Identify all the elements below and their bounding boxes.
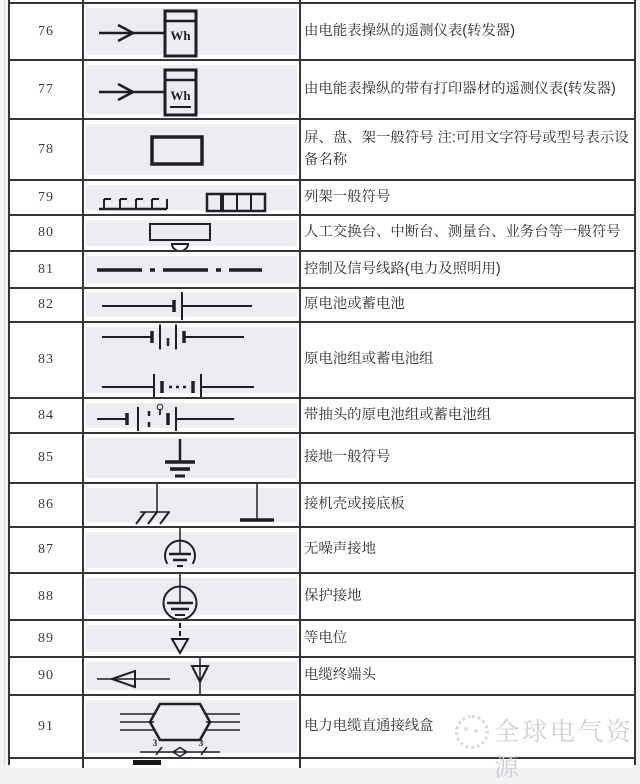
description-text: 由电能表操纵的遥测仪表(转发器)	[304, 22, 516, 39]
symbol-cell	[84, 61, 301, 118]
row-number: 84	[10, 399, 84, 432]
row-number: 82	[10, 289, 84, 321]
description-text: 接地一般符号	[304, 449, 391, 466]
control-signal-line-symbol	[84, 252, 299, 289]
table-row	[10, 434, 634, 484]
description-text: 无噪声接地	[304, 541, 376, 558]
row-description	[301, 323, 634, 397]
description-text: 接机壳或接底板	[304, 496, 405, 513]
watermark-text: 全球电气资源	[494, 718, 635, 782]
description-text: 保护接地	[304, 587, 362, 604]
row-description	[301, 120, 634, 179]
table-row	[10, 484, 634, 528]
symbol-cell	[84, 289, 301, 321]
battery-group-with-tap-symbol	[84, 399, 299, 434]
battery-cell-symbol	[84, 289, 299, 323]
row-description	[301, 61, 634, 118]
svg-text:Wh: Wh	[170, 28, 191, 43]
row-description	[301, 528, 634, 572]
row-description	[301, 621, 634, 656]
description-text: 等电位	[304, 629, 348, 646]
watermark-logo-icon	[455, 715, 489, 749]
symbol-cell	[84, 434, 301, 482]
table-row	[10, 289, 634, 323]
spacer-cell	[301, 0, 634, 2]
row-description	[301, 289, 634, 321]
description-text: 电力电缆直通接线盒	[304, 717, 434, 734]
description-text: 原电池或蓄电池	[304, 296, 405, 313]
row-number: 87	[10, 528, 84, 572]
row-description	[301, 181, 634, 214]
symbol-cell	[84, 323, 301, 397]
symbol-cell	[84, 120, 301, 179]
earth-ground-symbol	[84, 434, 299, 484]
symbol-cell	[84, 528, 301, 572]
row-description	[301, 216, 634, 250]
row-number: 79	[10, 181, 84, 214]
row-description	[301, 658, 634, 694]
page-edge-line	[4, 0, 5, 765]
symbol-cell	[84, 696, 301, 757]
row-number: 81	[10, 252, 84, 287]
row-number: 91	[10, 696, 84, 757]
svg-text:3: 3	[152, 738, 158, 748]
table-row	[10, 181, 634, 216]
table-row	[10, 61, 634, 120]
symbol-cell	[84, 181, 301, 214]
table-row	[10, 399, 634, 434]
symbol-cell	[84, 216, 301, 250]
description-text: 由电能表操纵的带有打印器材的遥测仪表(转发器)	[304, 80, 616, 97]
svg-text:3: 3	[198, 738, 204, 748]
row-number: 86	[10, 484, 84, 526]
wh-telemetry-meter-symbol	[84, 4, 299, 61]
table-row	[10, 574, 634, 621]
symbol-cell	[84, 574, 301, 619]
table-row	[10, 621, 634, 658]
equipotential-symbol	[84, 621, 299, 658]
row-number: 77	[10, 61, 84, 118]
svg-text:Wh: Wh	[170, 88, 191, 103]
symbol-cell	[84, 399, 301, 432]
spacer-cell	[84, 0, 301, 2]
description-text: 原电池组或蓄电池组	[304, 351, 434, 368]
row-description	[301, 252, 634, 287]
operator-console-symbol	[84, 216, 299, 252]
cable-through-junction-box-symbol	[84, 696, 299, 759]
description-text: 屏、盘、架一般符号 注:可用文字符号或型号表示设备名称	[304, 129, 629, 168]
row-description	[301, 4, 634, 59]
rack-row-symbol	[84, 181, 299, 216]
row-description	[301, 574, 634, 619]
next-row-symbol-fragment	[133, 760, 161, 765]
row-description	[301, 484, 634, 526]
row-number: 85	[10, 434, 84, 482]
symbol-cell	[84, 658, 301, 694]
row-description	[301, 399, 634, 432]
wh-telemetry-meter-printer-symbol	[84, 61, 299, 120]
panel-rectangle-symbol	[84, 120, 299, 181]
description-text: 控制及信号线路(电力及照明用)	[304, 260, 501, 277]
partial-cell	[84, 759, 301, 768]
battery-group-symbol	[84, 323, 299, 399]
table-row	[10, 252, 634, 289]
description-text: 人工交换台、中断台、测量台、业务台等一般符号	[304, 224, 621, 241]
spacer-cell	[10, 0, 84, 2]
description-text: 电缆终端头	[304, 667, 376, 684]
row-number: 88	[10, 574, 84, 619]
symbol-cell	[84, 252, 301, 287]
row-number: 78	[10, 120, 84, 179]
row-number: 80	[10, 216, 84, 250]
row-number: 89	[10, 621, 84, 656]
table-row	[10, 658, 634, 696]
partial-cell	[10, 759, 84, 768]
chassis-ground-symbol	[84, 484, 299, 528]
noiseless-earth-symbol	[84, 528, 299, 574]
cable-termination-symbol	[84, 658, 299, 696]
table-row	[10, 120, 634, 181]
table-row	[10, 216, 634, 252]
row-description	[301, 434, 634, 482]
symbols-table	[8, 0, 636, 765]
row-number: 76	[10, 4, 84, 59]
table-row	[10, 528, 634, 574]
symbol-cell	[84, 484, 301, 526]
description-text: 带抽头的原电池组或蓄电池组	[304, 406, 492, 423]
row-number: 90	[10, 658, 84, 694]
symbol-cell	[84, 621, 301, 656]
table-row	[10, 323, 634, 399]
description-text: 列架一般符号	[304, 188, 391, 205]
table-row	[10, 4, 634, 61]
symbol-cell	[84, 4, 301, 59]
row-number: 83	[10, 323, 84, 397]
protective-earth-symbol	[84, 574, 299, 621]
